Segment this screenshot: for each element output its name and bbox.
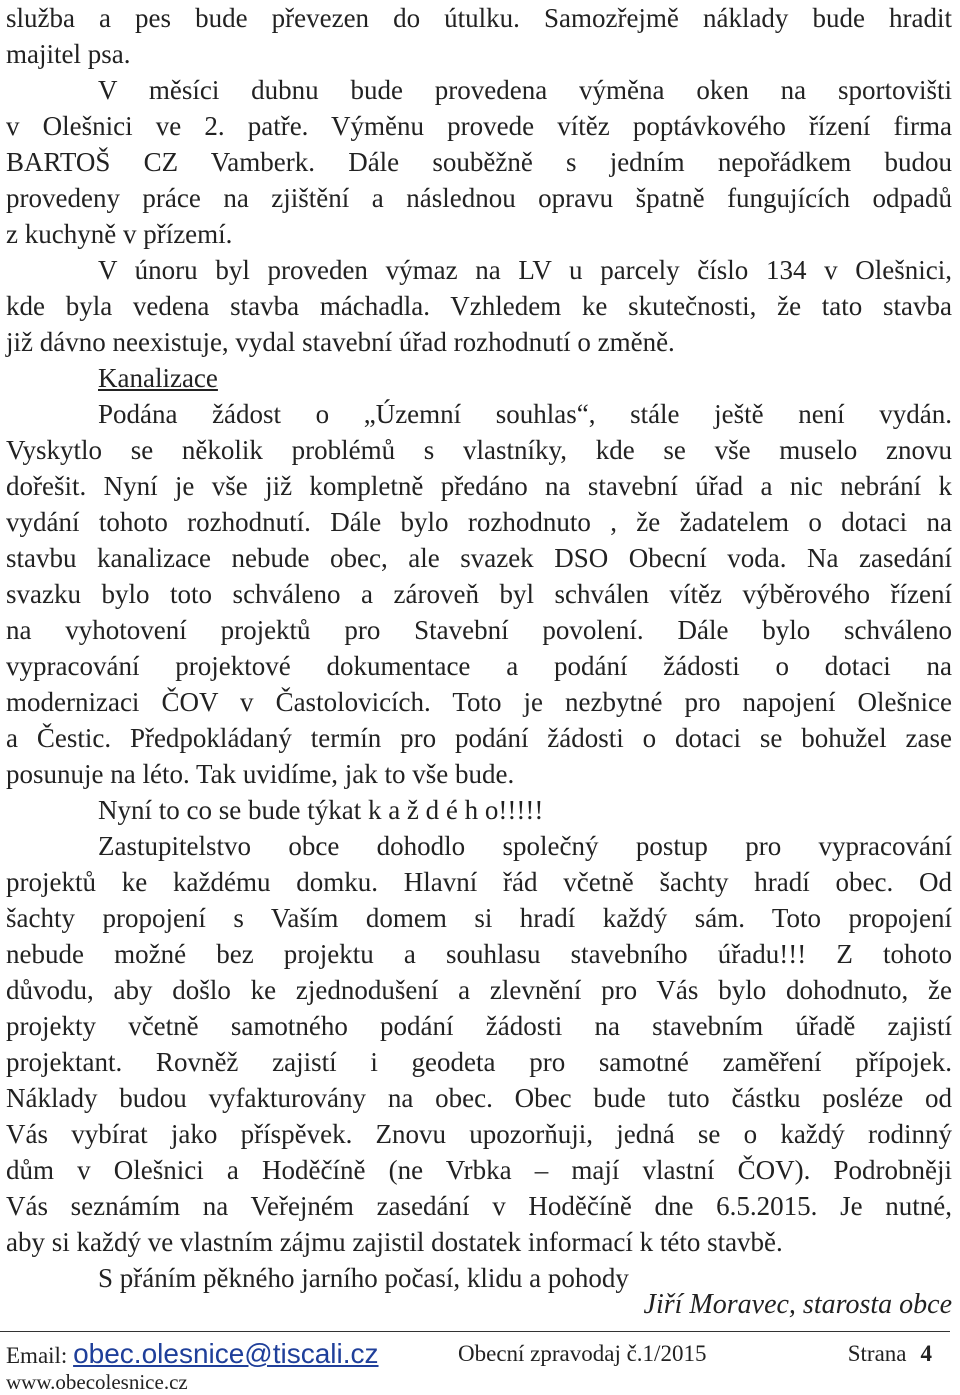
text-line: vydání tohoto rozhodnutí. Dále bylo rozhodnuto , že žadatelem o dotaci na [6, 507, 952, 537]
text-line: projektant. Rovněž zajistí i geodeta pro samotné zaměření přípojek. [6, 1047, 952, 1077]
newsletter-issue: Obecní zpravodaj č.1/2015 [458, 1341, 707, 1366]
text-line: Podána žádost o „Územní souhlas“, stále ještě není vydán. [98, 399, 952, 429]
section-heading-text: Kanalizace [98, 363, 218, 393]
text-line: vypracování projektové dokumentace a podání žádosti o dotaci na [6, 651, 952, 681]
text-line: S přáním pěkného jarního počasí, klidu a pohody [98, 1263, 629, 1293]
text-line: stavbu kanalizace nebude obec, ale svazek DSO Obecní voda. Na zasedání [6, 543, 952, 573]
page-indicator [848, 1336, 932, 1372]
text-line: Vás vybírat jako příspěvek. Znovu upozorňuji, jedná se o každý rodinný [6, 1119, 952, 1149]
text-line: projekty včetně samotného podání žádosti na stavebním úřadě zajistí [6, 1011, 952, 1041]
text-line: dořešit. Nyní je vše již kompletně předáno na stavební úřad a nic nebrání k [6, 471, 952, 501]
signature: Jiří Moravec, starosta obce [643, 1289, 952, 1320]
text-line: projektů ke každému domku. Hlavní řád včetně šachty hradí obec. Od [6, 867, 952, 897]
text-line: Nyní to co se bude týkat k a ž d é h o!!!!! [98, 795, 544, 825]
section-heading [6, 360, 952, 396]
text-line: již dávno neexistuje, vydal stavební úřad rozhodnutí o změně. [6, 327, 675, 357]
page-footer [6, 1336, 952, 1372]
text-line: dům v Olešnici a Hoděčíně (ne Vrbka – mají vlastní ČOV). Podrobněji [6, 1155, 952, 1185]
text-line: a Čestic. Předpokládaný termín pro podání žádosti o dotaci se bohužel zase [6, 723, 952, 753]
text-line: Zastupitelstvo obce dohodlo společný postup pro vypracování [98, 831, 952, 861]
page-number: 4 [920, 1341, 932, 1366]
text-line: modernizaci ČOV v Častolovicích. Toto je nezbytné pro napojení Olešnice [6, 687, 952, 717]
text-line: na vyhotovení projektů pro Stavební povolení. Dále bylo schváleno [6, 615, 952, 645]
email-label: Email: [6, 1343, 68, 1368]
text-line: Vás seznámím na Veřejném zasedání v Hoděčíně dne 6.5.2015. Je nutné, [6, 1191, 952, 1221]
text-line: BARTOŠ CZ Vamberk. Dále souběžně s jedním nepořádkem budou [6, 147, 952, 177]
text-line: důvodu, aby došlo ke zjednodušení a zlevnění pro Vás bylo dohodnuto, že [6, 975, 952, 1005]
text-line: V únoru byl proveden výmaz na LV u parcely číslo 134 v Olešnici, [98, 255, 952, 285]
text-line: aby si každý ve vlastním zájmu zajistil dostatek informací k této stavbě. [6, 1227, 783, 1257]
text-line: Vyskytlo se několik problémů s vlastníky, kde se vše muselo znovu [6, 435, 952, 465]
text-line: V měsíci dubnu bude provedena výměna oken na sportovišti [98, 75, 952, 105]
text-line: služba a pes bude převezen do útulku. Samozřejmě náklady bude hradit [6, 3, 952, 33]
email-link[interactable]: obec.olesnice@tiscali.cz [73, 1338, 379, 1369]
text-line: v Olešnici ve 2. patře. Výměnu provede vítěz poptávkového řízení firma [6, 111, 952, 141]
website-link[interactable]: www.obecolesnice.cz [6, 1370, 188, 1394]
text-line: nebude možné bez projektu a souhlasu stavebního úřadu!!! Z tohoto [6, 939, 952, 969]
page-label: Strana [847, 1341, 907, 1366]
text-line: svazku bylo toto schváleno a zároveň byl schválen vítěz výběrového řízení [6, 579, 952, 609]
footer-divider [0, 1331, 950, 1332]
text-line: z kuchyně v přízemí. [6, 219, 233, 249]
text-line: šachty propojení s Vaším domem si hradí každý sám. Toto propojení [6, 903, 952, 933]
text-line: majitel psa. [6, 39, 131, 69]
text-line: kde byla vedena stavba máchadla. Vzhledem ke skutečnosti, že tato stavba [6, 291, 952, 321]
text-line: posunuje na léto. Tak uvidíme, jak to vše bude. [6, 759, 515, 789]
text-line: Náklady budou vyfakturovány na obec. Obec bude tuto částku posléze od [6, 1083, 952, 1113]
text-line: provedeny práce na zjištění a následnou opravu špatně fungujících odpadů [6, 183, 952, 213]
